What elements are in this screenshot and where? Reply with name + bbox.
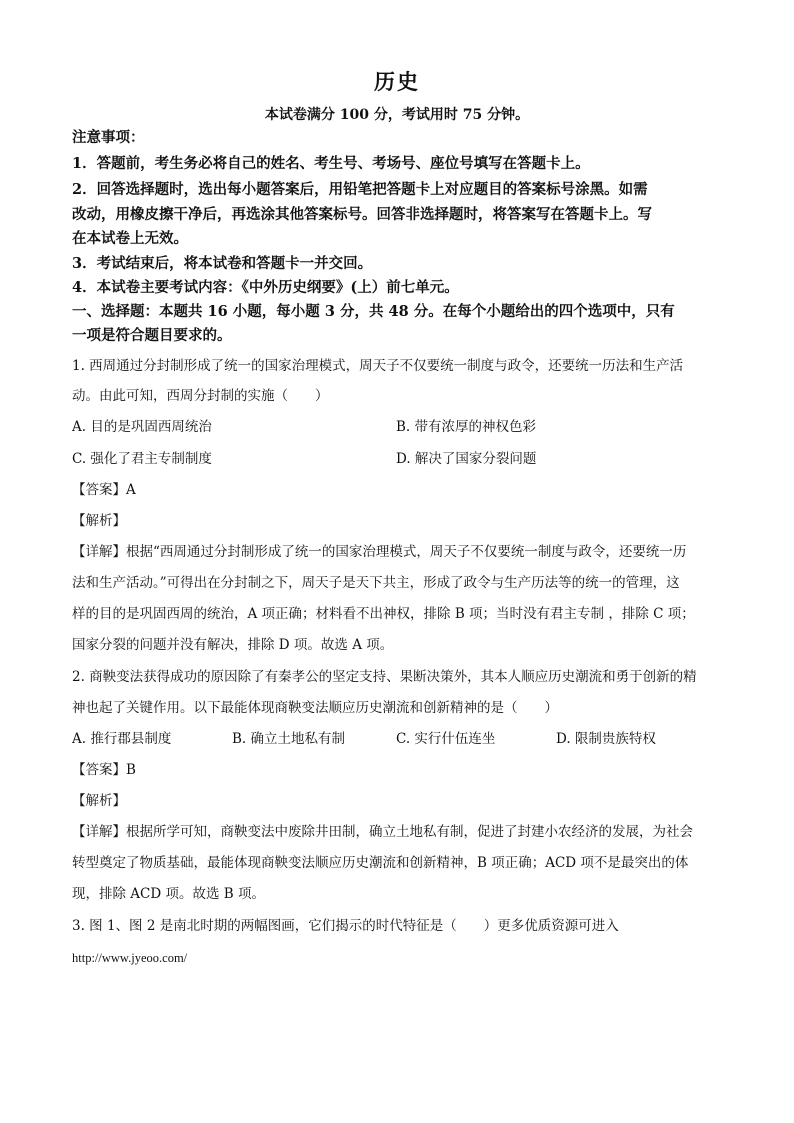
- q1-option-a: A. 目的是巩固西周统治: [72, 419, 212, 435]
- exam-subtitle: 本试卷满分 100 分，考试用时 75 分钟。: [264, 107, 530, 123]
- q1-detail-line-3: 样的目的是巩固西周的统治，A 项正确；材料看不出神权，排除 B 项；当时没有君主专制 ，排除 C 项；: [72, 606, 695, 622]
- q1-detail-line-1: 【详解】根据“西周通过分封制形成了统一的国家治理模式，周天子不仅要统一制度与政令，还要统一历: [72, 544, 687, 560]
- section-heading-line-1: 一、选择题：本题共 16 小题，每小题 3 分，共 48 分。在每个小题给出的四个选项中，只有: [72, 303, 675, 320]
- q1-answer: 【答案】A: [72, 482, 136, 498]
- notice-item-2-line-1: 2．回答选择题时，选出每小题答案后，用铅笔把答题卡上对应题目的答案标号涂黑。如需: [72, 181, 648, 198]
- q2-option-c: C. 实行什伍连坐: [396, 731, 496, 747]
- notice-item-1: 1．答题前，考生务必将自己的姓名、考生号、考场号、座位号填写在答题卡上。: [72, 155, 590, 172]
- q2-answer: 【答案】B: [72, 762, 136, 778]
- q2-option-b: B. 确立土地私有制: [232, 731, 346, 747]
- q2-analysis-label: 【解析】: [72, 793, 126, 809]
- notice-item-2-line-2: 改动，用橡皮擦干净后，再选涂其他答案标号。回答非选择题时，将答案写在答题卡上。写: [72, 206, 652, 223]
- q2-option-d: D. 限制贵族特权: [556, 731, 656, 747]
- q1-stem-line-1: 1. 西周通过分封制形成了统一的国家治理模式，周天子不仅要统一制度与政令，还要统一历法和生产活: [72, 358, 684, 374]
- q2-option-a: A. 推行郡县制度: [72, 731, 172, 747]
- notice-item-2-line-3: 在本试卷上无效。: [72, 230, 188, 247]
- section-heading-line-2: 一项是符合题目要求的。: [72, 327, 232, 344]
- q1-detail-line-2: 法和生产活动。”可得出在分封制之下，周天子是天下共主，形成了政令与生产历法等的统一的管理，这: [72, 575, 680, 591]
- q3-stem-line-1: 3. 图 1、图 2 是南北时期的两幅图画，它们揭示的时代特征是（ ）更多优质资源可进入: [72, 918, 619, 934]
- q1-detail-line-4: 国家分裂的问题并没有解决，排除 D 项。故选 A 项。: [72, 637, 394, 653]
- q1-option-b: B. 带有浓厚的神权色彩: [396, 419, 537, 435]
- q1-option-d: D. 解决了国家分裂问题: [396, 451, 537, 467]
- resource-link[interactable]: http://www.jyeoo.com/: [72, 951, 188, 965]
- q1-option-c: C. 强化了君主专制制度: [72, 451, 212, 467]
- q1-stem-line-2: 动。由此可知，西周分封制的实施（ ）: [72, 388, 329, 404]
- notice-item-3: 3．考试结束后，将本试卷和答题卡一并交回。: [72, 255, 373, 272]
- q2-stem-line-1: 2. 商鞅变法获得成功的原因除了有秦孝公的坚定支持、果断决策外，其本人顺应历史潮流和勇于创新的精: [72, 669, 697, 685]
- q2-stem-line-2: 神也起了关键作用。以下最能体现商鞅变法顺应历史潮流和创新精神的是（ ）: [72, 700, 558, 716]
- notice-heading: 注意事项：: [72, 129, 145, 146]
- page-title: 历史: [374, 69, 420, 94]
- q2-detail-line-3: 现，排除 ACD 项。故选 B 项。: [72, 886, 265, 902]
- q2-detail-line-2: 转型奠定了物质基础，最能体现商鞅变法顺应历史潮流和创新精神，B 项正确；ACD 项不是最突出的体: [72, 855, 689, 871]
- q1-analysis-label: 【解析】: [72, 513, 126, 529]
- q2-detail-line-1: 【详解】根据所学可知，商鞅变法中废除井田制，确立土地私有制，促进了封建小农经济的发展，为社会: [72, 824, 693, 840]
- notice-item-4: 4．本试卷主要考试内容：《中外历史纲要》(上）前七单元。: [72, 279, 459, 296]
